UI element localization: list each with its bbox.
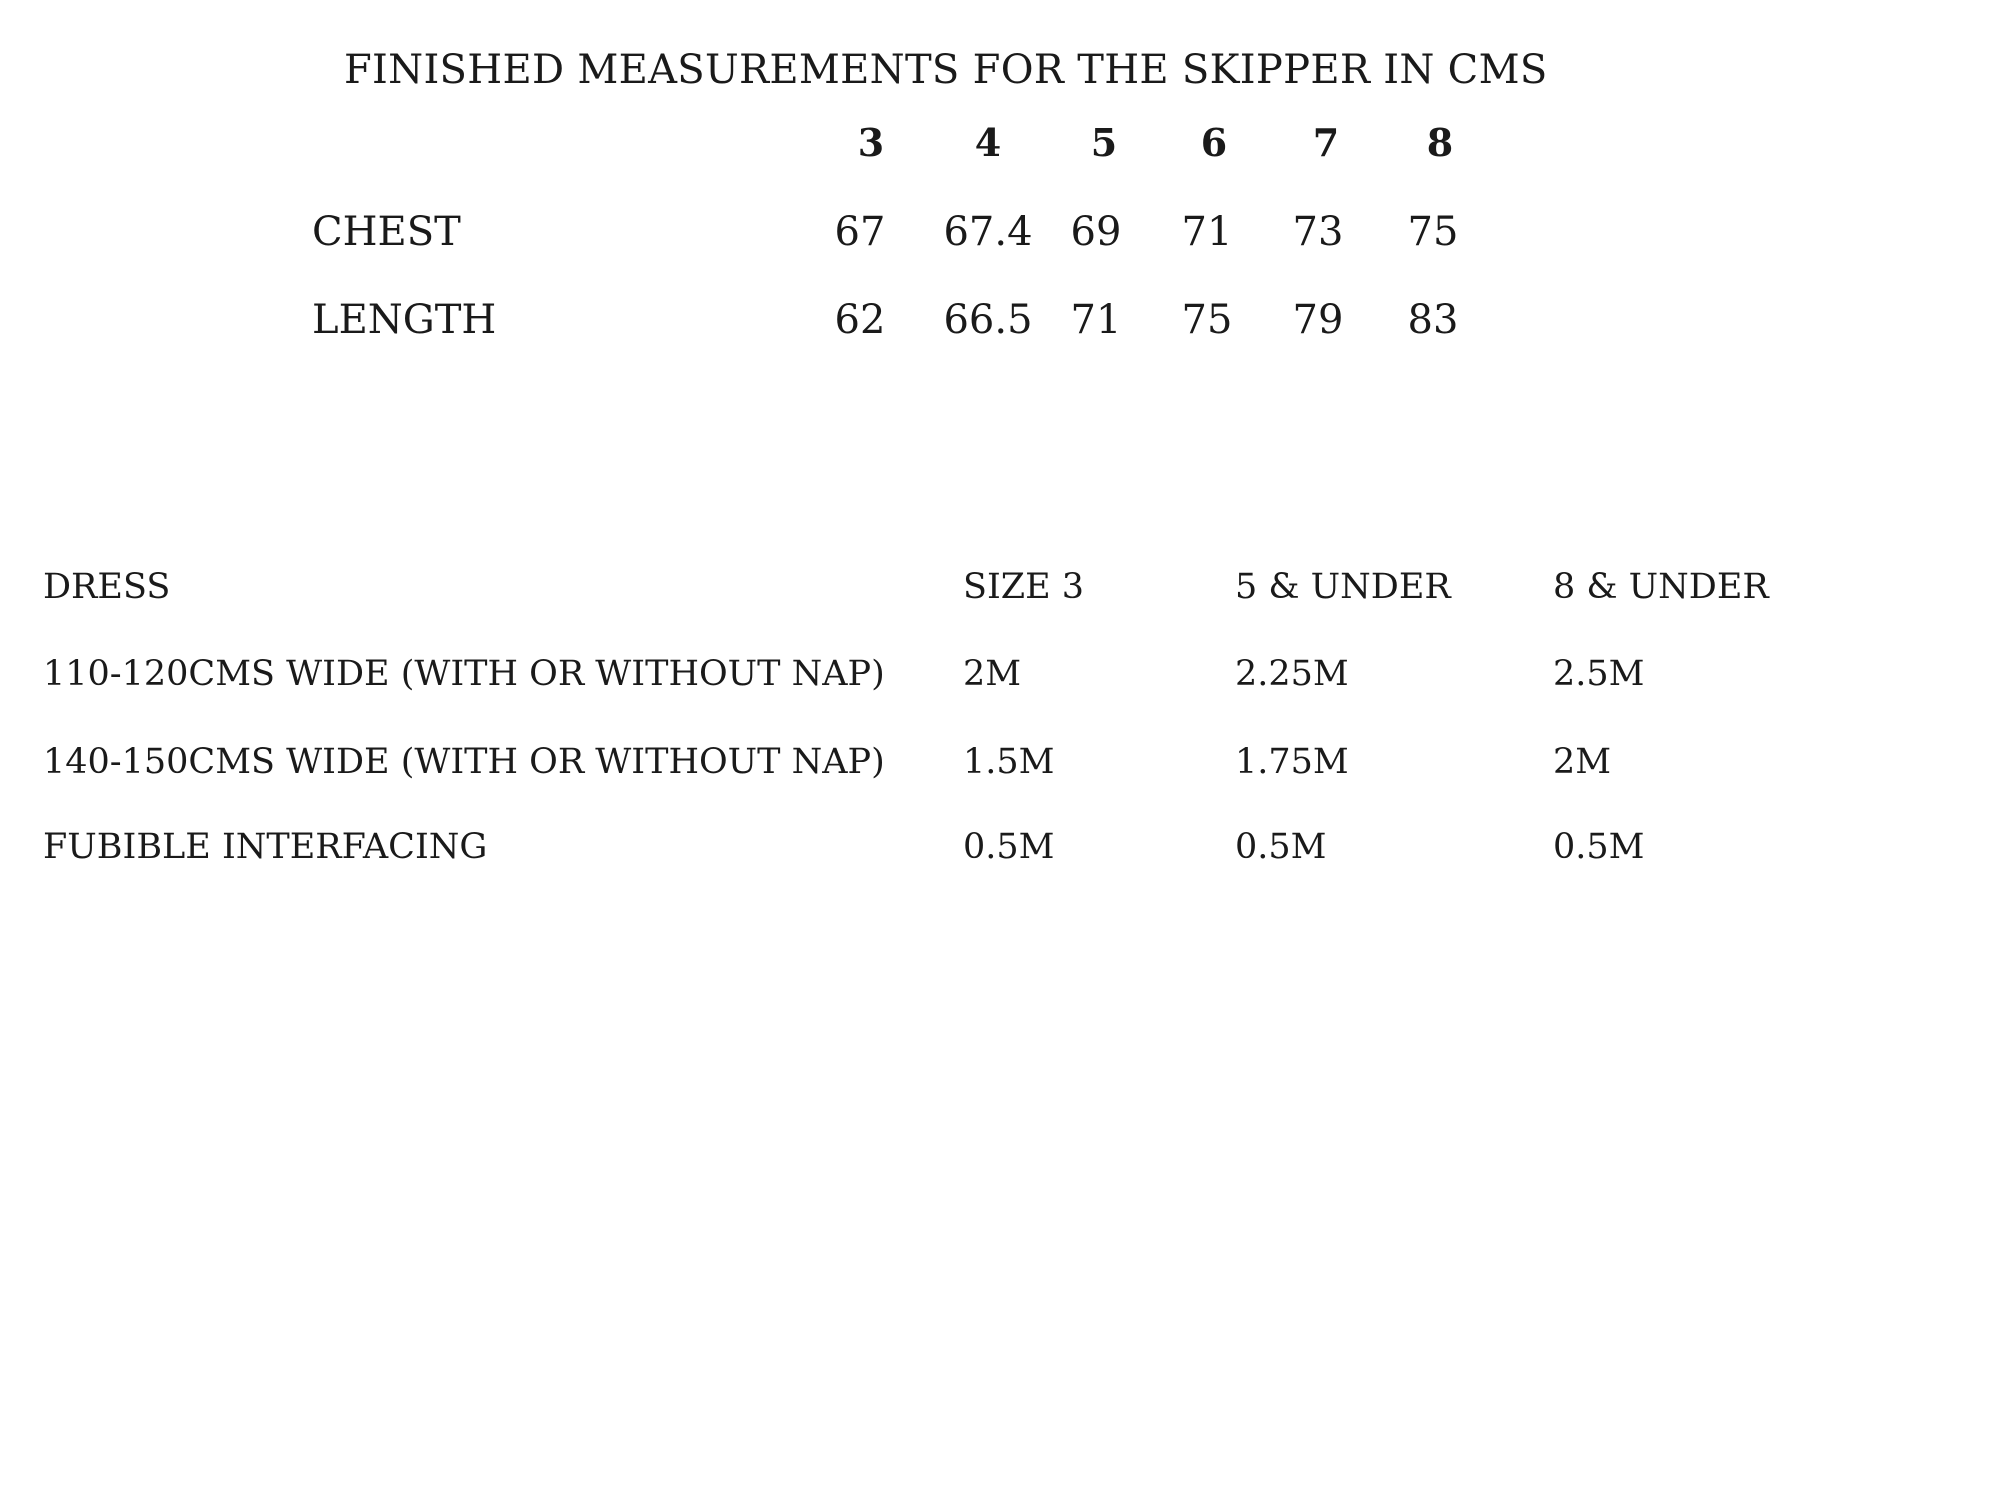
size-header-4: 4 [974, 120, 1002, 165]
measurements-title: FINISHED MEASUREMENTS FOR THE SKIPPER IN CMS [344, 47, 1548, 93]
chest-value-size-3: 67 [834, 209, 886, 255]
fabric-140-150-5-under: 1.75M [1235, 742, 1349, 782]
fabric-110-120-5-under: 2.25M [1235, 654, 1349, 694]
length-value-size-3: 62 [834, 297, 886, 343]
size-header-3: 3 [857, 120, 885, 165]
fabric-header-size-3: SIZE 3 [963, 567, 1085, 607]
fabric-row-label-140-150: 140-150CMS WIDE (WITH OR WITHOUT NAP) [43, 742, 885, 782]
fabric-110-120-8-under: 2.5M [1553, 654, 1645, 694]
size-header-8: 8 [1426, 120, 1454, 165]
chest-value-size-8: 75 [1407, 209, 1459, 255]
fabric-140-150-8-under: 2M [1553, 742, 1612, 782]
fabric-header-dress: DRESS [43, 567, 171, 607]
length-value-size-8: 83 [1407, 297, 1459, 343]
fabric-header-5-under: 5 & UNDER [1235, 567, 1451, 607]
fabric-header-8-under: 8 & UNDER [1553, 567, 1769, 607]
length-value-size-7: 79 [1292, 297, 1344, 343]
fabric-140-150-size-3: 1.5M [963, 742, 1055, 782]
chest-value-size-7: 73 [1292, 209, 1344, 255]
interfacing-8-under: 0.5M [1553, 827, 1645, 867]
row-label-length: LENGTH [312, 297, 497, 343]
size-header-6: 6 [1200, 120, 1228, 165]
interfacing-5-under: 0.5M [1235, 827, 1327, 867]
fabric-row-label-interfacing: FUBIBLE INTERFACING [43, 827, 488, 867]
length-value-size-4: 66.5 [943, 297, 1033, 343]
chest-value-size-5: 69 [1070, 209, 1122, 255]
chest-value-size-4: 67.4 [943, 209, 1033, 255]
interfacing-size-3: 0.5M [963, 827, 1055, 867]
fabric-110-120-size-3: 2M [963, 654, 1022, 694]
length-value-size-6: 75 [1181, 297, 1233, 343]
row-label-chest: CHEST [312, 209, 461, 255]
chest-value-size-6: 71 [1181, 209, 1233, 255]
length-value-size-5: 71 [1070, 297, 1122, 343]
size-header-7: 7 [1312, 120, 1340, 165]
size-header-5: 5 [1090, 120, 1118, 165]
fabric-row-label-110-120: 110-120CMS WIDE (WITH OR WITHOUT NAP) [43, 654, 885, 694]
